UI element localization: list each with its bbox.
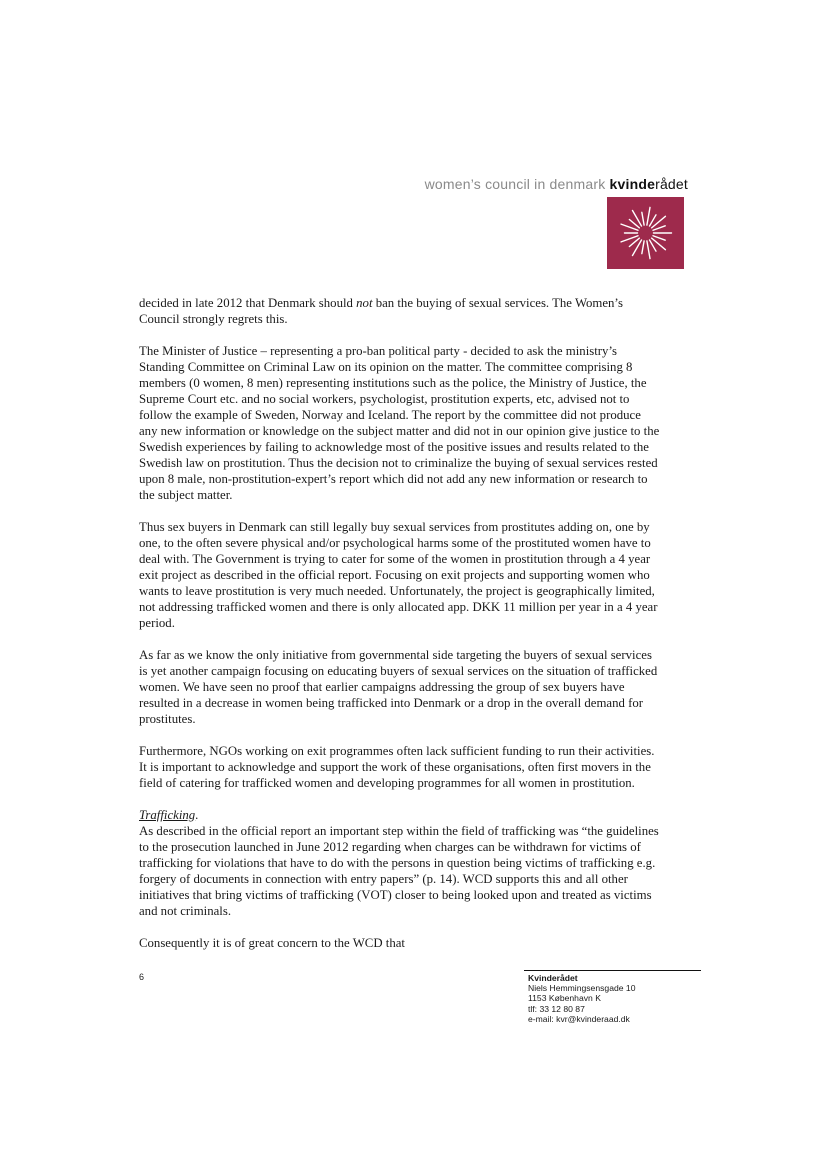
brand-name-bold: kvinde [609,176,656,192]
footer-divider [524,970,701,971]
org-name: women’s council in denmark [424,176,606,192]
address-email: e-mail: kvr@kvinderaad.dk [528,1013,630,1024]
section-trafficking: Trafficking. As described in the official report an important step within the field of trafficking was “the guidelines to the prosecution launched in June 2012 regarding when charges can be withdrawn for victims of trafficking for violations that have to do with the persons in question being victims of trafficking e.g. forgery of documents in connection with entry papers” (p. 14). WCD supports this and all other initiatives that bring victims of trafficking (VOT) closer to being looked upon and treated as victims and not criminals. [139,808,659,918]
page-number: 6 [139,972,145,982]
address-street: Niels Hemmingsensgade 10 [528,983,636,994]
paragraph-2: The Minister of Justice – representing a pro-ban political party - decided to ask the ministry’s Standing Committee on Criminal Law on its opinion on the matter. The committee comprising 8 members (0 women, 8 men) representing institutions such as the police, the Ministry of Justice, the Supreme Court etc. and no social workers, psychologist, prostitution experts, etc, advised not to follow the example of Sweden, Norway and Iceland. The report by the committee did not produce any new information or knowledge on the subject matter and did not in our opinion give justice to the Swedish experiences by failing to acknowledge most of the positive issues and results related to the Swedish law on prostitution. Thus the decision not to criminalize the buying of sexual services rested upon 8 male, non-prostitution-expert’s report which did not add any new information or research to the subject matter. [139,344,660,502]
footer-address [528,973,635,1024]
paragraph-5: Furthermore, NGOs working on exit programmes often lack sufficient funding to run their activities. It is important to acknowledge and support the work of these organisations, often first movers in the field of catering for trafficked women and developing programmes for all women in prostitution. [139,744,655,790]
document-body [139,295,661,967]
emphasis-not: not [356,296,373,310]
address-name: Kvinderådet [528,973,578,983]
sunburst-icon [607,197,684,269]
letterhead [300,176,688,192]
brand-name-rest: rådet [655,176,688,192]
paragraph-3: Thus sex buyers in Denmark can still legally buy sexual services from prostitutes adding on, one by one, to the often severe physical and/or psychological harms some of the prostituted women have to deal with. The Government is trying to cater for some of the women in prostitution through a 4 year exit project as described in the official report. Focusing on exit projects and supporting women who wants to leave prostitution is very much needed. Unfortunately, the project is geographically limited, not addressing trafficked women and there is only allocated app. DKK 11 million per year in a 4 year period. [139,520,658,630]
address-city: 1153 København K [528,993,601,1004]
paragraph-4: As far as we know the only initiative from governmental side targeting the buyers of sexual services is yet another campaign focusing on educating buyers of sexual services on the situation of trafficked women. We have seen no proof that earlier campaigns addressing the group of sex buyers have resulted in a decrease in women being trafficked into Denmark or a drop in the overall demand for prostitutes. [139,648,658,726]
address-phone: tlf: 33 12 80 87 [528,1003,585,1014]
paragraph-7: Consequently it is of great concern to the WCD that [139,936,405,950]
heading-trafficking: Trafficking [139,808,196,822]
paragraph-6: As described in the official report an important step within the field of trafficking was “the guidelines to the prosecution launched in June 2012 regarding when charges can be withdrawn for victims of trafficking for violations that have to do with the persons in question being victims of trafficking e.g. forgery of documents in connection with entry papers” (p. 14). WCD supports this and all other initiatives that bring victims of trafficking (VOT) closer to being looked upon and treated as victims and not criminals. [139,824,659,918]
paragraph-1: decided in late 2012 that Denmark should not ban the buying of sexual services. The Women’s Council strongly regrets this. [139,296,623,326]
